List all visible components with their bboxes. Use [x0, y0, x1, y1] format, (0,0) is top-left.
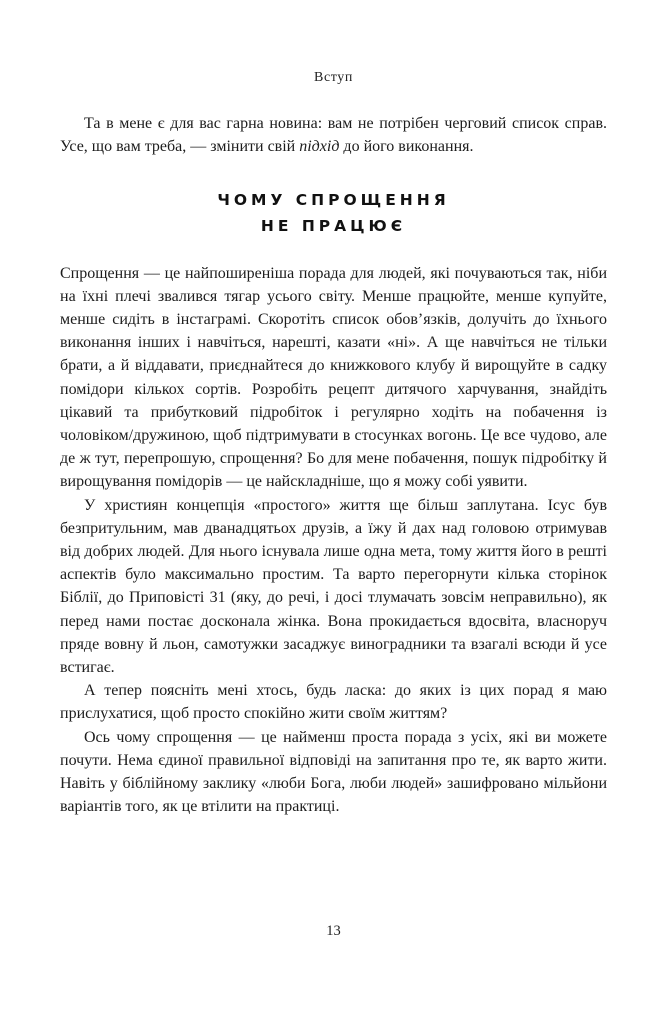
italic-word: підхід	[299, 138, 340, 156]
body-paragraph-1: Спрощення — це найпоширеніша порада для людей, які почуваються так, ніби на їхні плечі звалився тягар усього світу. Менше працюйте, менше купуйте, менше сидіть в інстаграмі. Скоротіть список обов’язків, долучіть до їхнього виконання інших і навчіться, нарешті, казати «ні». А ще навчіться не тільки брати, а й віддавати, приєднайтеся до книжкового клубу й вирощуйте в садку помідори кількох сортів. Розробіть рецепт дитячого харчування, знайдіть цікавий та прибутковий підробіток і регулярно ходіть на побачення із чоловіком/дружиною, щоб підтримувати в стосунках вогонь. Це все чудово, але де ж тут, перепрошую, спрощення? Бо для мене побачення, пошук підробітку й вирощування помідорів — це найскладніше, що я можу собі уявити.	[60, 264, 607, 491]
body-paragraph-4: Ось чому спрощення — це найменш проста порада з усіх, які ви можете почути. Нема єдиної правильної відповіді на запитання про те, як варто жити. Навіть у біблійному заклику «люби Бога, люби людей» зашифровано мільйони варіантів того, як це втілити на практиці.	[60, 728, 607, 816]
section-heading-line-1: ЧОМУ СПРОЩЕННЯ	[217, 191, 450, 210]
paragraph-text: до його виконання.	[339, 138, 474, 156]
body-paragraph-3: А тепер поясніть мені хтось, будь ласка: до яких із цих порад я маю прислухатися, щоб просто спокійно жити своїм життям?	[60, 682, 607, 723]
running-head: Вступ	[314, 70, 353, 85]
paragraph-text: Та в мене є для вас гарна новина: вам не потрібен черговий список справ. Усе, що вам треба, — змінити свій	[60, 115, 607, 156]
section-heading	[60, 188, 607, 239]
body-paragraph-2: У християн концепція «простого» життя ще більш заплутана. Ісус був безпритульним, мав дванадцятьох друзів, а їжу й дах над головою отримував від добрих людей. Для нього існувала лише одна мета, тому життя його в решті аспектів було максимально простим. Та варто перегорнути кілька сторінок Біблії, до Приповісті 31 (яку, до речі, і досі тлумачать зовсім неправильно), як перед нами постає досконала жінка. Вона прокидається вдосвіта, власноруч пряде вовну й льон, самотужки засаджує виноградники та взагалі всюди й усе встигає.	[60, 496, 607, 676]
page-number: 13	[326, 923, 341, 939]
section-heading-line-2: НЕ ПРАЦЮЄ	[260, 216, 407, 235]
intro-paragraph	[60, 112, 607, 158]
